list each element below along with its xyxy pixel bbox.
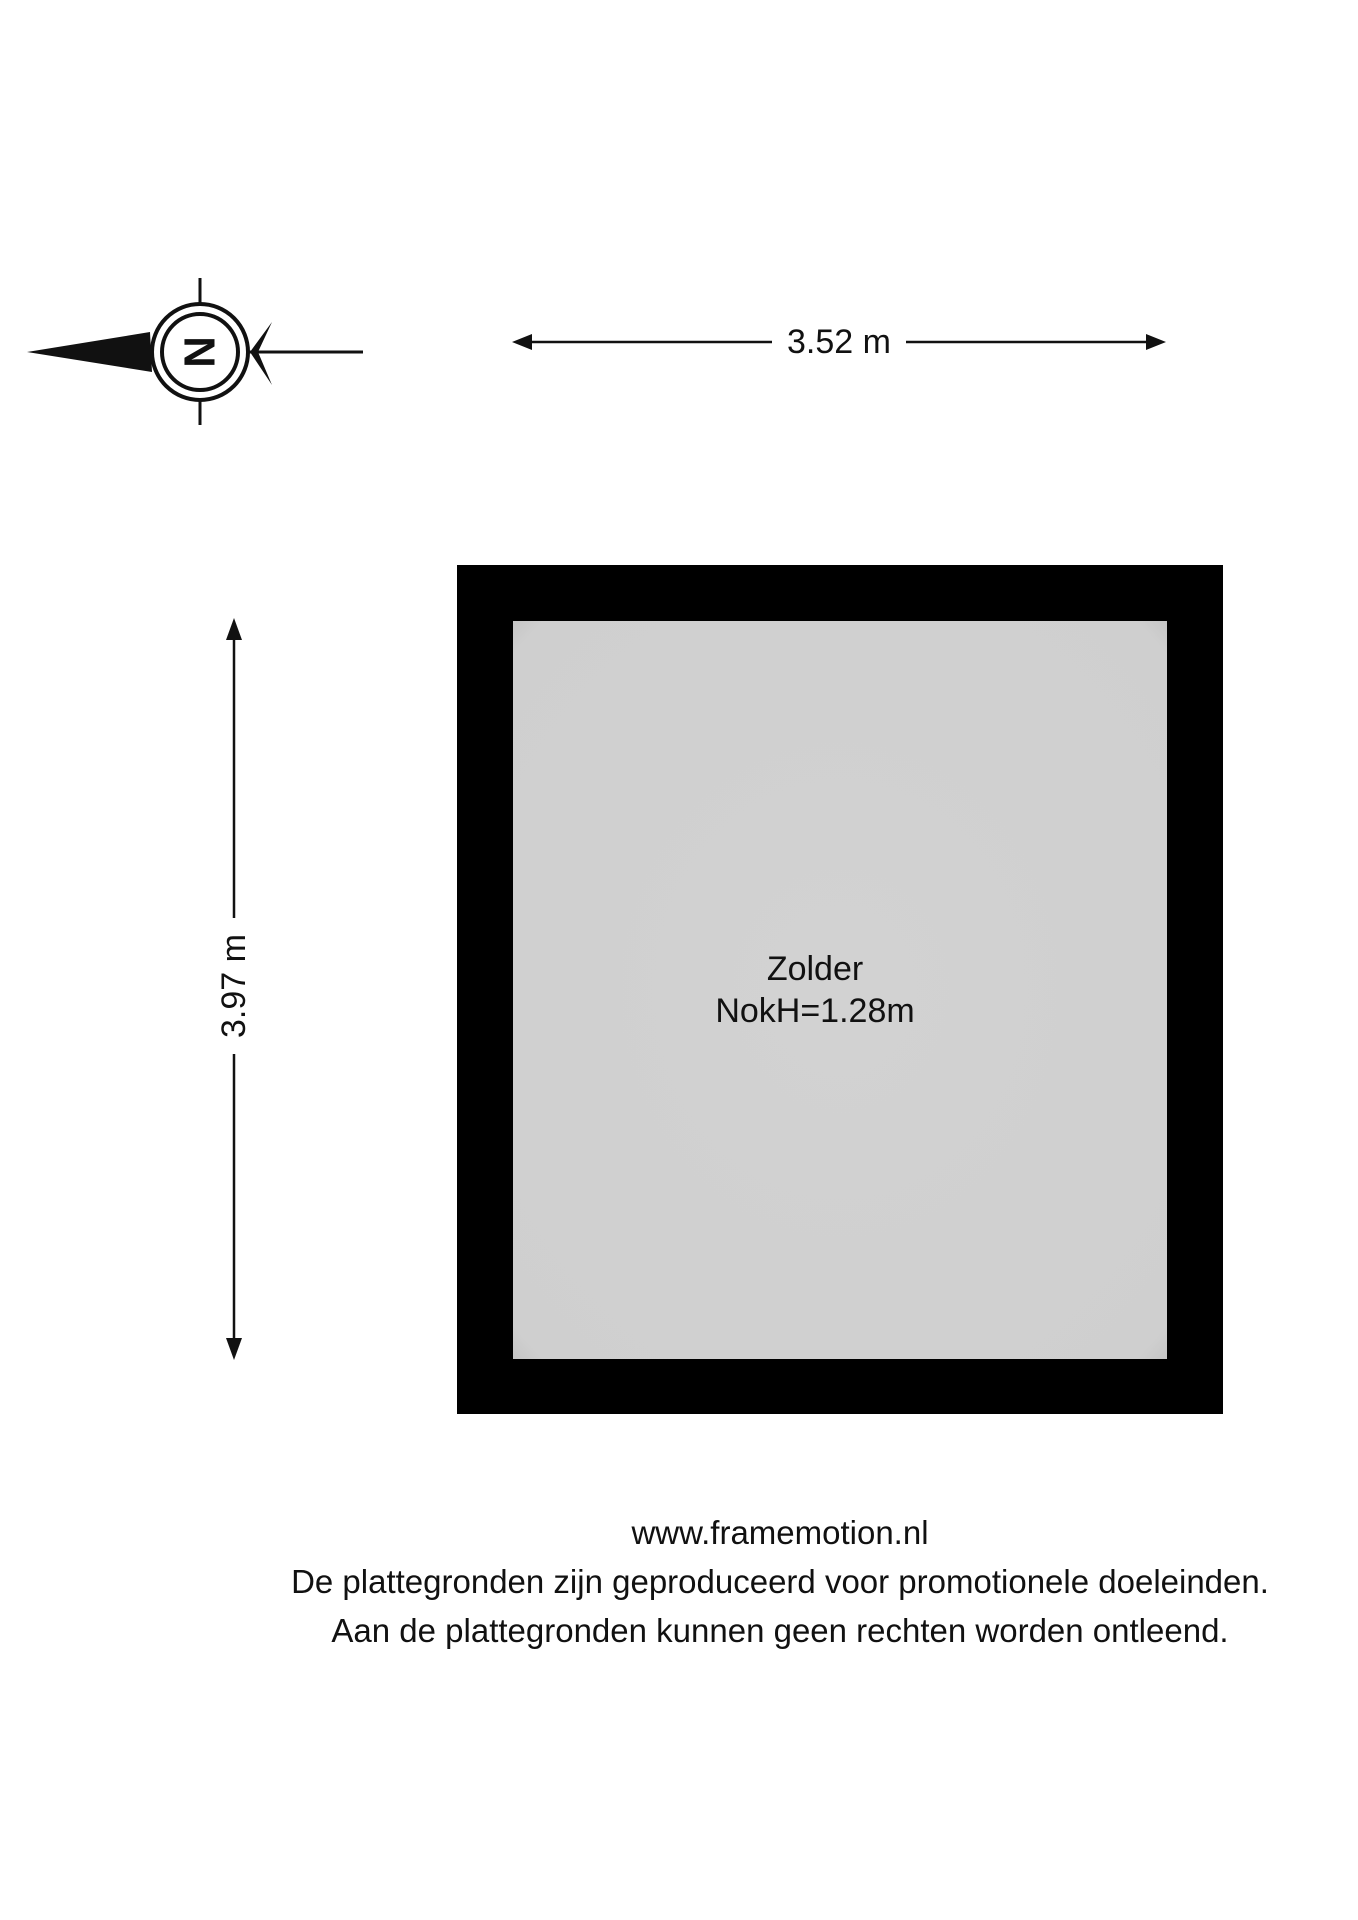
footer-disclaimer-line2: Aan de plattegronden kunnen geen rechten worden ontleend. [331, 1612, 1229, 1649]
compass-north-label: N [175, 336, 225, 368]
width-dimension-label: 3.52 m [787, 323, 891, 361]
footer-disclaimer-line1: De plattegronden zijn geproduceerd voor promotionele doeleinden. [291, 1563, 1269, 1600]
footer-website: www.framemotion.nl [631, 1514, 929, 1551]
height-dimension-label: 3.97 m [215, 934, 253, 1038]
height-dimension [215, 618, 253, 1360]
room-floor [513, 621, 1167, 1359]
footer [180, 1508, 1358, 1655]
room-name: Zolder [766, 950, 864, 988]
width-dimension [512, 323, 1166, 361]
compass-icon [27, 278, 363, 425]
room-ridge-height: NokH=1.28m [715, 992, 915, 1030]
